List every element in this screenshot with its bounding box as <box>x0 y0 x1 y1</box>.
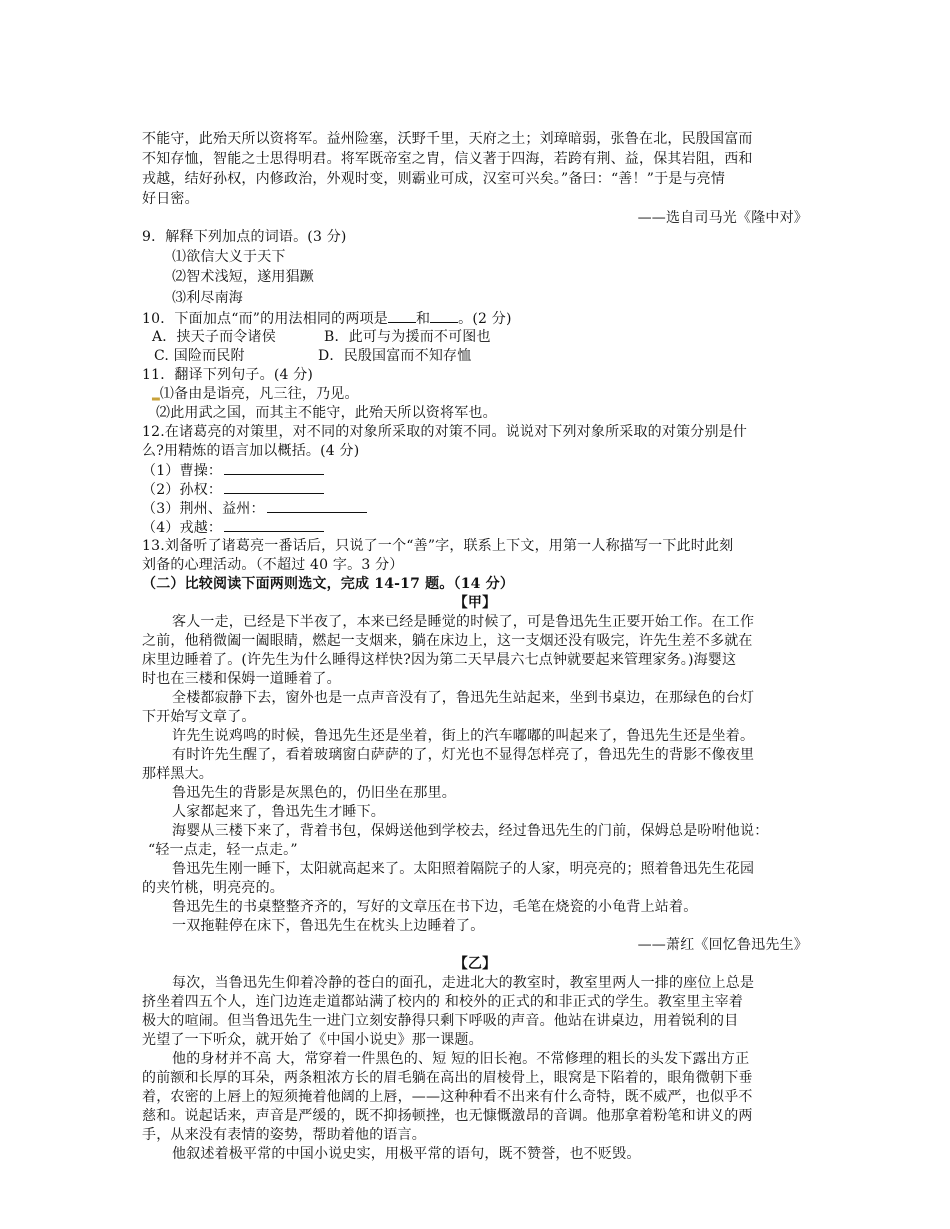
question-12-label: （4）戎越： <box>142 520 223 536</box>
jia-line: 床里边睡着了。(许先生为什么睡得这样快?因为第二天早晨六七点钟就要起来管理家务。)海婴这 <box>142 652 737 668</box>
question-11-item <box>152 385 832 405</box>
question-10-options-row <box>152 347 832 365</box>
jia-line: “轻一点走，轻一点走。” <box>148 842 298 858</box>
question-10-stem-c: 。(2 分) <box>458 311 512 327</box>
jia-line: 鲁迅先生的书桌整整齐齐的，写好的文章压在书下边，毛笔在烧瓷的小龟背上站着。 <box>172 899 698 915</box>
section-title: （二）比较阅读下面两则选文，完成 14-17 题。（14 分） <box>142 576 515 592</box>
question-9-item: ⑵智术浅短，遂用猖蹶 <box>172 269 314 285</box>
option-b: B．此可与为援而不可图也 <box>324 329 491 345</box>
question-13-stem: 13.刘备听了诸葛亮一番话后，只说了一个“善”字，联系上下文，用第一人称描写一下此时此刻 <box>142 538 734 554</box>
passage-line: 好日密。 <box>142 191 199 207</box>
question-11-item: ⑵此用武之国，而其主不能守，此殆天所以资将军也。 <box>156 405 497 421</box>
question-10-stem-a: 10．下面加点“而”的用法相同的两项是 <box>142 311 388 327</box>
jia-line: 人家都起来了，鲁迅先生才睡下。 <box>172 804 385 820</box>
answer-blank[interactable] <box>430 309 458 323</box>
question-9-item: ⑶利尽南海 <box>172 290 243 306</box>
question-11-stem: 11．翻译下列句子。(4 分) <box>142 367 314 383</box>
yi-line: 挤坐着四五个人，连门边连走道都站满了校内的 和校外的正式的和非正式的学生。教室里主宰着 <box>142 994 744 1010</box>
yi-line: 他的身材并不高 大，常穿着一件黑色的、短 短的旧长袍。不常修理的粗长的头发下露出方正 <box>172 1051 750 1067</box>
question-12-item <box>142 518 822 537</box>
passage-line: 不能守，此殆天所以资将军。益州险塞，沃野千里，天府之土；刘璋暗弱，张鲁在北，民殷国富而 <box>142 131 753 147</box>
question-9-item: ⑴欲信大义于天下 <box>172 249 286 265</box>
answer-blank[interactable] <box>388 309 416 323</box>
yi-line: 每次，当鲁迅先生仰着冷静的苍白的面孔，走进北大的教室时，教室里两人一排的座位上总是 <box>172 975 755 991</box>
yi-line: 着，农密的上唇上的短须掩着他阔的上唇，——这种种看不出来有什么奇特，既不威严，也似乎不 <box>142 1089 753 1105</box>
passage-line: 不知存恤，智能之士思得明君。将军既帝室之胄，信义著于四海，若跨有荆、益，保其岩阻，西和 <box>142 151 753 167</box>
question-12-item <box>142 461 822 480</box>
jia-line: 海婴从三楼下来了，背着书包，保姆送他到学校去，经过鲁迅先生的门前，保姆总是吩咐他说： <box>172 823 769 839</box>
answer-blank[interactable] <box>267 499 367 513</box>
option-d: D．民殷国富而不知存恤 <box>318 348 472 364</box>
jia-line: 一双拖鞋停在床下，鲁迅先生在枕头上边睡着了。 <box>172 918 485 934</box>
passage-yi-heading: 【乙】 <box>453 956 497 972</box>
jia-line: 之前，他稍微阖一阖眼睛，燃起一支烟来，躺在床边上，这一支烟还没有吸完，许先生差不多就在 <box>142 633 753 649</box>
answer-blank[interactable] <box>224 480 324 494</box>
passage-jia-heading: 【甲】 <box>453 595 497 611</box>
question-10-stem-b: 和 <box>415 311 431 327</box>
yi-line: 慈和。说起话来，声音是严缓的，既不抑扬顿挫，也无慷慨激昂的音调。他那拿着粉笔和讲义的两 <box>142 1108 753 1124</box>
question-12-label: （3）荆州、益州： <box>142 501 265 517</box>
jia-line: 的夹竹桃，明亮亮的。 <box>142 880 284 896</box>
question-10-stem <box>142 309 822 328</box>
jia-source: ——萧红《回忆鲁迅先生》 <box>637 937 808 953</box>
question-12-label: （2）孙权： <box>142 482 223 498</box>
option-a: A．挟天子而令诸侯 <box>152 329 276 345</box>
jia-line: 下开始写文章了。 <box>142 709 256 725</box>
answer-blank[interactable] <box>224 518 324 532</box>
jia-line: 那样黑大。 <box>142 766 213 782</box>
passage-source: ——选自司马光《隆中对》 <box>637 210 808 226</box>
question-11-item-text: ⑴备由是诣亮，凡三往，乃见。 <box>159 386 359 402</box>
question-12-stem: 12.在诸葛亮的对策里，对不同的对象所采取的对策不同。说说对下列对象所采取的对策分别是什 <box>142 424 748 440</box>
option-c: C. 国险而民附 <box>154 348 245 364</box>
yi-line: 他叙述着极平常的中国小说史实，用极平常的语句，既不赞誉，也不贬毁。 <box>172 1146 641 1162</box>
jia-line: 许先生说鸡鸣的时候，鲁迅先生还是坐着，街上的汽车嘟嘟的叫起来了，鲁迅先生还是坐着。 <box>172 728 755 744</box>
question-12-stem: 么?用精炼的语言加以概括。(4 分) <box>142 443 360 459</box>
highlight-mark: ▂ <box>152 390 160 401</box>
question-12-label: （1）曹操： <box>142 463 223 479</box>
question-12-item <box>142 499 822 518</box>
yi-line: 的前额和长厚的耳朵，两条粗浓方长的眉毛躺在高出的眉棱骨上，眼窝是下陷着的，眼角微朝下垂 <box>142 1070 753 1086</box>
jia-line: 时也在三楼和保姆一道睡着了。 <box>142 671 341 687</box>
question-10-options-row <box>152 328 832 346</box>
question-9-stem: 9．解释下列加点的词语。(3 分) <box>142 229 347 245</box>
jia-line: 全楼都寂静下去，窗外也是一点声音没有了，鲁迅先生站起来，坐到书桌边，在那绿色的台灯 <box>172 690 755 706</box>
jia-line: 客人一走，已经是下半夜了，本来已经是睡觉的时候了，可是鲁迅先生正要开始工作。在工作 <box>172 614 755 630</box>
question-13-stem: 刘备的心理活动。（不超过 40 字。3 分） <box>142 557 404 573</box>
jia-line: 鲁迅先生刚一睡下，太阳就高起来了。太阳照着隔院子的人家，明亮亮的；照着鲁迅先生花园 <box>172 861 755 877</box>
passage-line: 戎越，结好孙权，内修政治，外观时变，则霸业可成，汉室可兴矣。”备曰：“善！”于是与亮情 <box>142 171 726 187</box>
jia-line: 有时许先生醒了，看着玻璃窗白萨萨的了，灯光也不显得怎样亮了，鲁迅先生的背影不像夜里 <box>172 747 755 763</box>
yi-line: 极大的喧闹。但当鲁迅先生一进门立刻安静得只剩下呼吸的声音。他站在讲桌边，用着锐利的目 <box>142 1013 739 1029</box>
yi-line: 手，从来没有表情的姿势，帮助着他的语言。 <box>142 1127 426 1143</box>
question-12-item <box>142 480 822 499</box>
yi-line: 光望了一下听众，就开始了《中国小说史》那一课题。 <box>142 1032 483 1048</box>
answer-blank[interactable] <box>224 461 324 475</box>
jia-line: 鲁迅先生的背影是灰黑色的，仍旧坐在那里。 <box>172 785 456 801</box>
